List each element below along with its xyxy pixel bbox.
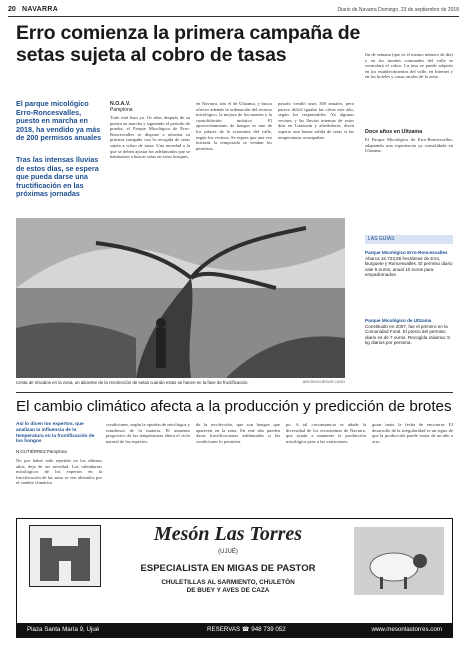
- guide-1: [365, 250, 453, 278]
- guide-2: [365, 318, 453, 346]
- main-headline: Erro comienza la primera campaña de setas sujeta al cobro de tasas: [16, 22, 361, 66]
- ad-phone[interactable]: RESERVAS ☎ 948 739 052: [207, 626, 286, 633]
- restaurant-logo: [29, 525, 101, 587]
- guide-2-title: Parque Micológico de Ultzama: [365, 318, 432, 323]
- byline-name: N.O.A.V.: [110, 101, 131, 107]
- second-lead: Así lo dicen los expertos, que analizan la influencia de la temperatura en la fructificación de los hongos: [16, 422, 95, 445]
- photo-caption: Cesta de níscalos en la zona, un aliciente de la recolección de setas cuando estas se hacen en la fase de fructificación.: [16, 380, 249, 385]
- sheep-photo: [354, 527, 444, 595]
- second-byline: N.GUTIÉRREZ Pamplona: [16, 449, 67, 454]
- ad-footer-bar: [17, 623, 452, 637]
- sidebar-title: Doce años en Ultzama: [365, 129, 423, 135]
- guide-1-title: Parque Micológico Erro-Roncesvalles: [365, 250, 448, 255]
- ad-town: (UJUÉ): [218, 549, 238, 555]
- ad-dishes: [113, 579, 343, 594]
- sidebar-text: El Parque Micológico de Erro-Roncesvalles, adaptando una experiencia ya consolidada en Ultzama.: [365, 137, 453, 154]
- forest-photo: [16, 218, 345, 378]
- sheep-icon: [354, 527, 444, 595]
- page-number: 20: [8, 6, 16, 13]
- article-column-1: Todo está listo ya. Os años después de su puesta en marcha y siguiendo el periodo de prueba, el Parque Micológico de Erro-Roncesvalles se dispone a afrontar su primera campaña con la recogida de setas sujeta a cobro de tasas. Una novedad a la que se deben ajustar los adelantados que se habituaron a buscar setas en estos bosques.: [110, 115, 190, 160]
- guides-header: LAS GUÍAS: [365, 235, 453, 244]
- ad-dishes-line-2: DE BUEY Y AVES DE CAZA: [186, 586, 270, 594]
- lead-paragraph-2: Tras las intensas lluvias de estos días, se espera que pueda darse una fructificación en las próximas jornadas: [16, 155, 99, 199]
- header-divider: [8, 16, 459, 17]
- article-column-4: fin de semana (que es el mismo número de día) y en los montes comunales del valle se controlará el cobro. La tasa se puede adquirir en los establecimientos del valle, en Internet y en los hoteles y casas rurales de la zona.: [365, 52, 453, 80]
- article-column-3: pasado vendió unos 300 anuales, pero parece difícil igualar las cifras este año, según los responsables. Ya algunos vecinos y las lluvias intensas de estos días en Lintzoain y alrededores, dicen esperar una buena salida de setas si las temperaturas acompañan.: [278, 101, 354, 140]
- ad-specialty: ESPECIALISTA EN MIGAS DE PASTOR: [140, 563, 316, 574]
- advertisement[interactable]: [16, 518, 453, 638]
- article-column-2: en Navarra, tras el de Ultzama, y busca ofrecer además la ordenación del recurso micológico, la mejora de los montes y la consolidación turística. El aprovechamiento de hongos es uno de los pilares de la economía del valle, según los vecinos. Se espera que una vez iniciada la temporada se vendan los permisos.: [196, 101, 272, 151]
- section-divider: [16, 392, 453, 393]
- second-column-5: guiar tanto la fecha de encontrar. El desarrollo de la irregularidad es un signo de que la producción puede variar de un año a otro.: [372, 422, 453, 444]
- photo-credit: ARCHIVO/JESÚS CASO: [302, 380, 345, 384]
- date-line: Diario de Navarra Domingo, 23 de septiembre de 2018: [337, 7, 459, 13]
- byline-place: Pamplona: [110, 107, 133, 113]
- forest-illustration: [16, 218, 345, 378]
- ad-brand: Mesón Las Torres: [153, 523, 303, 545]
- guide-1-text: Abarca 15.723,85 hectáreas de Erro, Burguete y Roncesvalles. El permiso diario vale 5 euros, anual 10 euros para empadronados.: [365, 255, 453, 278]
- ad-website[interactable]: www.mesonlastorres.com: [371, 626, 442, 633]
- page-header: [8, 4, 459, 16]
- ad-address: Plaza Santa María 9, Ujué: [27, 626, 100, 633]
- castle-icon: [30, 526, 100, 586]
- second-column-2: condiciones, según la opinión de micólogos y estudiosos de la materia. El aumento progresivo de las temperaturas altera el ciclo natural de las especies.: [106, 422, 190, 444]
- lead-paragraph-1: El parque micológico Erro-Roncesvalles, puesto en marcha en 2018, ha vendido ya más de 200 permisos anuales: [16, 99, 102, 143]
- second-column-4: po. A tal circunstancia se añade la diversidad de los ecosistemas de Navarra, que ayuda a mantener la producción micológica pese a las variaciones.: [286, 422, 366, 444]
- second-headline: El cambio climático afecta a la producción y predicción de brotes: [16, 398, 452, 415]
- ad-dishes-line-1: CHULETILLAS AL SARMIENTO, CHULETÓN: [161, 579, 295, 586]
- guide-2-text: Constituido en 2007, fue el primero en la Comunidad Foral. El precio del permiso diario es de 7 euros. Recogida máxima: 8 kg diarios por persona.: [365, 323, 450, 346]
- second-column-3: de la recolección, que son hongos que aparecen en la zona. En este año pueden darse fructificaciones adelantadas si las condiciones lo permiten.: [196, 422, 280, 444]
- section-name: NAVARRA: [22, 6, 59, 13]
- byline: [110, 101, 190, 113]
- second-column-1: No por haber sido repetido en los últimos años, deja de ser novedad. Los calendarios micológicos de los expertos en la fructificación de las setas se ven alterados por el cambio climático.: [16, 458, 102, 486]
